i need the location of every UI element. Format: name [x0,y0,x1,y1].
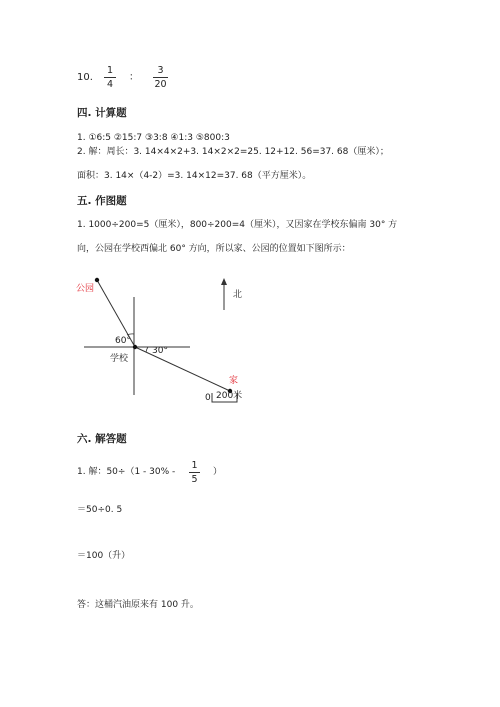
question-number: 10. [77,72,93,83]
angle-arc-30 [146,347,148,352]
park-point [95,278,99,282]
final-answer: 答：这桶汽油原来有 100 升。 [77,600,199,610]
park-label: 公园 [76,284,95,294]
scale-length-label: 200米 [216,391,243,401]
fraction-one-fifth [189,460,200,485]
answer-line: 向，公园在学校西偏北 60° 方向，所以家、公园的位置如下图所示： [77,244,351,254]
solution-step-2: ＝50÷0. 5 [77,505,123,515]
north-label: 北 [233,290,243,300]
solution-step-1: 1. 解：50÷（1 - 30% - [77,467,176,477]
section-title-calculation: 四. 计算题 [77,107,127,119]
fraction-denominator: 20 [154,79,167,90]
section-title-drawing: 五. 作图题 [77,195,127,207]
fraction-numerator: 1 [191,460,198,471]
north-arrow-icon [221,278,227,285]
angle-label-30: 30° [152,346,168,356]
home-label: 家 [229,376,239,386]
fraction-denominator: 4 [106,79,114,90]
fraction-denominator: 5 [191,474,198,485]
school-point [133,345,137,349]
answer-line: 面积：3. 14×（4-2）=3. 14×12=37. 68（平方厘米）。 [77,171,312,181]
fraction-numerator: 3 [157,65,164,76]
section-title-solution: 六. 解答题 [77,433,127,445]
angle-label-60: 60° [115,336,131,346]
solution-step-3: ＝100（升） [77,551,131,561]
ratio-colon: ： [129,72,139,83]
closing-paren: ） [213,467,223,477]
answer-line: 2. 解：周长：3. 14×4×2+3. 14×2×2=25. 12+12. 56=37. 68（厘米）； [77,147,389,157]
answer-line: 1. ①6:5 ②15:7 ③3:8 ④1:3 ⑤800:3 [77,133,230,143]
fraction-numerator: 1 [106,65,114,76]
scale-zero-label: 0 [205,393,211,403]
school-label: 学校 [110,354,129,364]
answer-line: 1. 1000÷200=5（厘米），800÷200=4（厘米），又因家在学校东偏南 30° 方 [77,220,398,230]
school-to-home-line [135,347,230,391]
